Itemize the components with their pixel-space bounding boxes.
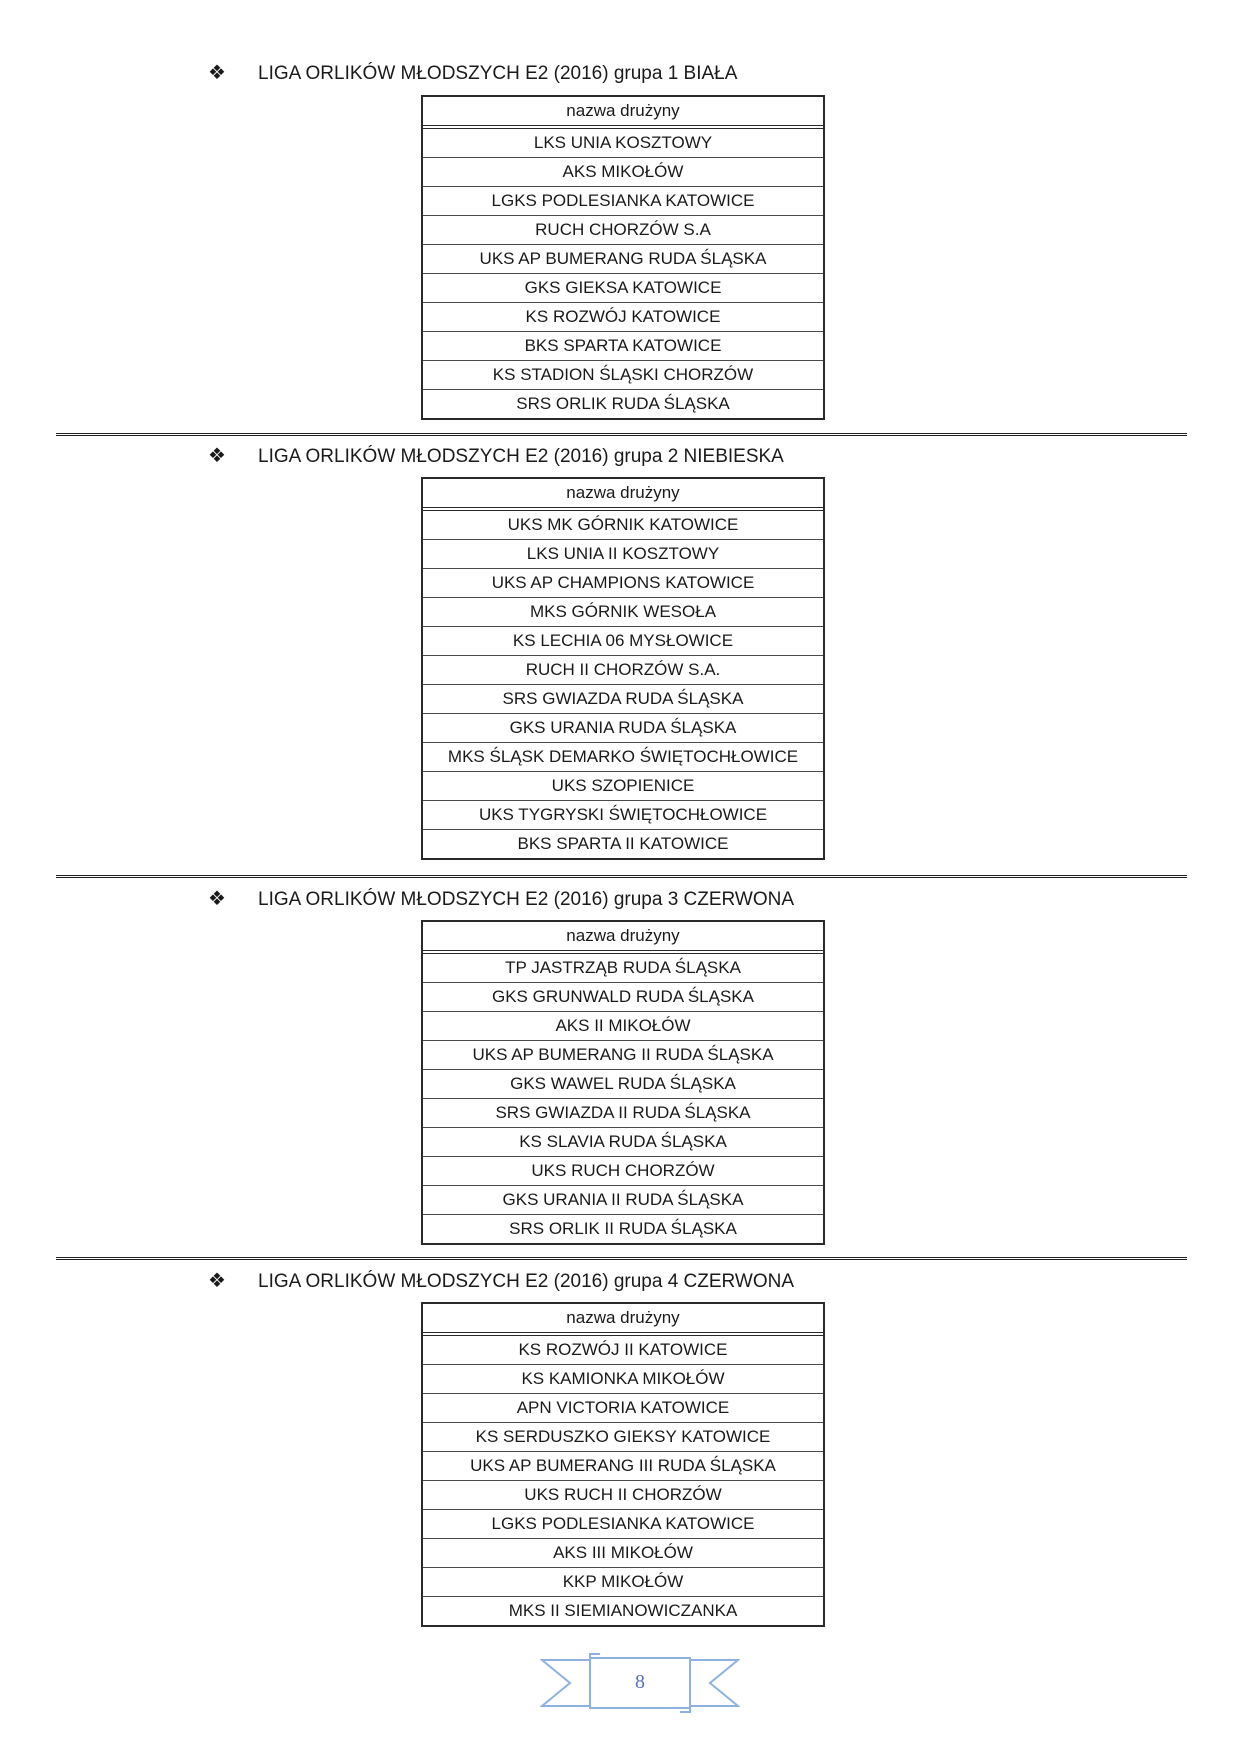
team-name: UKS AP BUMERANG III RUDA ŚLĄSKA [423, 1452, 823, 1481]
table-header: nazwa drużyny [423, 97, 823, 129]
table-row [423, 1452, 823, 1481]
table-row [423, 1568, 823, 1597]
team-name: RUCH II CHORZÓW S.A. [423, 656, 823, 685]
table-row [423, 1336, 823, 1365]
team-name: LGKS PODLESIANKA KATOWICE [423, 1510, 823, 1539]
team-name: KKP MIKOŁÓW [423, 1568, 823, 1597]
table-row [423, 245, 823, 274]
team-name: GKS WAWEL RUDA ŚLĄSKA [423, 1070, 823, 1099]
team-name: UKS RUCH II CHORZÓW [423, 1481, 823, 1510]
team-name: MKS ŚLĄSK DEMARKO ŚWIĘTOCHŁOWICE [423, 743, 823, 772]
team-name: GKS GIEKSA KATOWICE [423, 274, 823, 303]
table-row [423, 772, 823, 801]
team-name: KS SERDUSZKO GIEKSY KATOWICE [423, 1423, 823, 1452]
group-title: LIGA ORLIKÓW MŁODSZYCH E2 (2016) grupa 2 NIEBIESKA [258, 446, 784, 467]
group-title: LIGA ORLIKÓW MŁODSZYCH E2 (2016) grupa 1 BIAŁA [258, 63, 738, 84]
team-name: AKS MIKOŁÓW [423, 158, 823, 187]
teams-table [421, 95, 825, 420]
table-row [423, 1070, 823, 1099]
table-row [423, 954, 823, 983]
table-row [423, 1041, 823, 1070]
team-name: AKS III MIKOŁÓW [423, 1539, 823, 1568]
group-title: LIGA ORLIKÓW MŁODSZYCH E2 (2016) grupa 3 CZERWONA [258, 889, 795, 910]
table-row [423, 627, 823, 656]
table-row [423, 274, 823, 303]
table-row [423, 1423, 823, 1452]
table-row [423, 656, 823, 685]
table-row [423, 830, 823, 858]
table-row [423, 1099, 823, 1128]
team-name: GKS URANIA RUDA ŚLĄSKA [423, 714, 823, 743]
teams-table [421, 920, 825, 1245]
table-row [423, 1128, 823, 1157]
section-divider [56, 433, 1187, 436]
team-name: GKS URANIA II RUDA ŚLĄSKA [423, 1186, 823, 1215]
table-row [423, 801, 823, 830]
table-row [423, 1012, 823, 1041]
page-number: 8 [635, 1671, 645, 1693]
table-row [423, 569, 823, 598]
team-name: APN VICTORIA KATOWICE [423, 1394, 823, 1423]
group-title: LIGA ORLIKÓW MŁODSZYCH E2 (2016) grupa 4 CZERWONA [258, 1271, 795, 1292]
team-name: BKS SPARTA II KATOWICE [517, 834, 729, 853]
team-name: KS ROZWÓJ II KATOWICE [423, 1336, 823, 1365]
team-name: SRS GWIAZDA RUDA ŚLĄSKA [423, 685, 823, 714]
table-row [423, 743, 823, 772]
table-row [423, 1186, 823, 1215]
table-row [423, 1157, 823, 1186]
team-name: KS LECHIA 06 MYSŁOWICE [423, 627, 823, 656]
page-footer [540, 1652, 740, 1716]
team-name: GKS GRUNWALD RUDA ŚLĄSKA [423, 983, 823, 1012]
group-heading [208, 1266, 794, 1296]
table-row [423, 983, 823, 1012]
team-name: UKS MK GÓRNIK KATOWICE [423, 511, 823, 540]
team-name: SRS ORLIK RUDA ŚLĄSKA [516, 394, 730, 413]
table-row [423, 1215, 823, 1243]
section-divider [56, 1257, 1187, 1260]
table-header: nazwa drużyny [423, 1304, 823, 1336]
team-name: UKS AP BUMERANG RUDA ŚLĄSKA [423, 245, 823, 274]
bullet-icon: ❖ [208, 62, 226, 84]
table-row [423, 1394, 823, 1423]
table-row [423, 158, 823, 187]
table-row [423, 216, 823, 245]
team-name: AKS II MIKOŁÓW [423, 1012, 823, 1041]
table-row [423, 390, 823, 418]
table-row [423, 361, 823, 390]
table-row [423, 685, 823, 714]
table-row [423, 1481, 823, 1510]
teams-table [421, 1302, 825, 1627]
team-name: KS ROZWÓJ KATOWICE [423, 303, 823, 332]
team-name: TP JASTRZĄB RUDA ŚLĄSKA [423, 954, 823, 983]
table-row [423, 511, 823, 540]
team-name: UKS TYGRYSKI ŚWIĘTOCHŁOWICE [423, 801, 823, 830]
table-row [423, 1539, 823, 1568]
team-name: KS KAMIONKA MIKOŁÓW [423, 1365, 823, 1394]
bullet-icon: ❖ [208, 445, 226, 467]
table-header: nazwa drużyny [423, 922, 823, 954]
table-row [423, 1597, 823, 1625]
table-row [423, 129, 823, 158]
team-name: SRS GWIAZDA II RUDA ŚLĄSKA [423, 1099, 823, 1128]
table-row [423, 303, 823, 332]
bullet-icon: ❖ [208, 1270, 226, 1292]
section-divider [56, 875, 1187, 878]
team-name: UKS AP CHAMPIONS KATOWICE [423, 569, 823, 598]
team-name: KS SLAVIA RUDA ŚLĄSKA [423, 1128, 823, 1157]
team-name: UKS AP BUMERANG II RUDA ŚLĄSKA [423, 1041, 823, 1070]
table-row [423, 1510, 823, 1539]
table-row [423, 714, 823, 743]
team-name: UKS SZOPIENICE [423, 772, 823, 801]
group-heading [208, 441, 784, 471]
team-name: KS STADION ŚLĄSKI CHORZÓW [423, 361, 823, 390]
team-name: MKS GÓRNIK WESOŁA [423, 598, 823, 627]
team-name: BKS SPARTA KATOWICE [423, 332, 823, 361]
table-row [423, 540, 823, 569]
team-name: RUCH CHORZÓW S.A [423, 216, 823, 245]
team-name: UKS RUCH CHORZÓW [423, 1157, 823, 1186]
team-name: LKS UNIA II KOSZTOWY [423, 540, 823, 569]
team-name: LGKS PODLESIANKA KATOWICE [423, 187, 823, 216]
table-row [423, 332, 823, 361]
group-heading [208, 884, 794, 914]
teams-table [421, 477, 825, 860]
team-name: MKS II SIEMIANOWICZANKA [508, 1601, 738, 1620]
table-header: nazwa drużyny [423, 479, 823, 511]
team-name: SRS ORLIK II RUDA ŚLĄSKA [509, 1219, 737, 1238]
bullet-icon: ❖ [208, 888, 226, 910]
table-row [423, 598, 823, 627]
team-name: LKS UNIA KOSZTOWY [423, 129, 823, 158]
group-heading [208, 58, 737, 88]
table-row [423, 1365, 823, 1394]
table-row [423, 187, 823, 216]
